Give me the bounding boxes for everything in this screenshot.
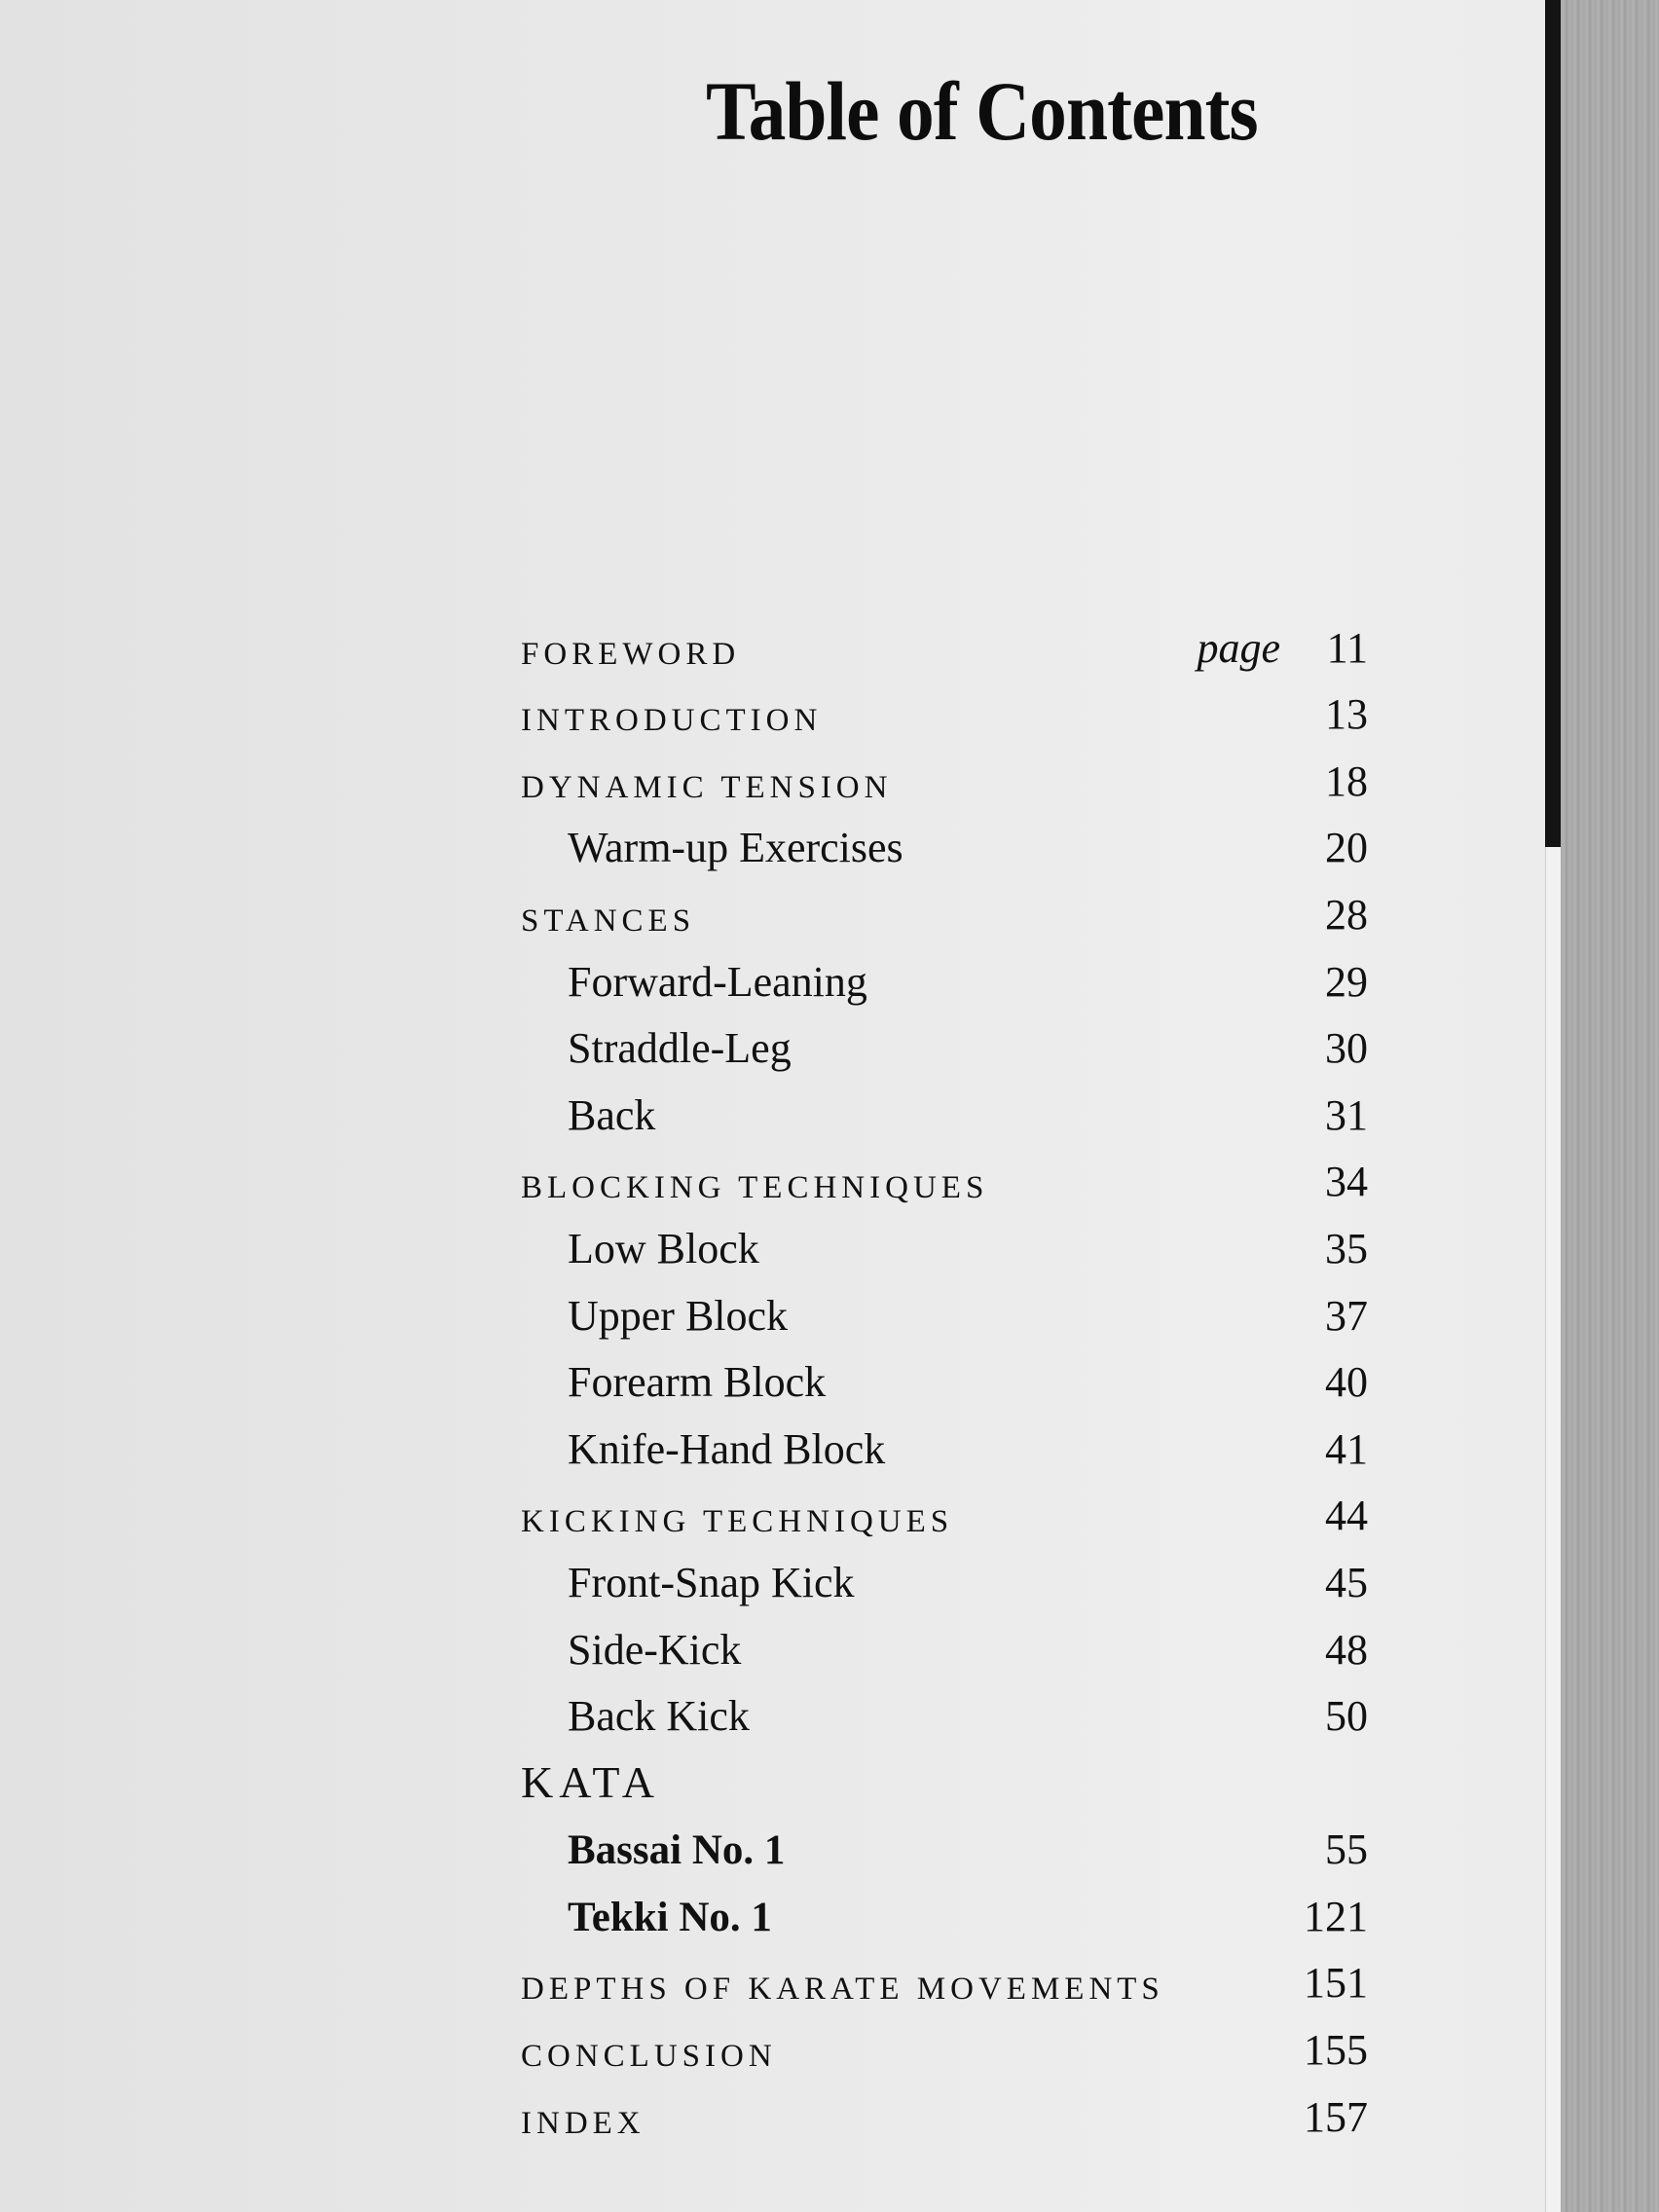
toc-list xyxy=(521,619,1368,2156)
toc-entry-page: 157 xyxy=(1304,2092,1368,2141)
toc-entry-page: 40 xyxy=(1325,1358,1368,1407)
toc-entry-label: KICKING TECHNIQUES xyxy=(521,1504,954,1540)
toc-entry-page: 50 xyxy=(1325,1692,1368,1741)
toc-entry-label: Back Kick xyxy=(568,1692,750,1741)
toc-entry-label: DEPTHS OF KARATE MOVEMENTS xyxy=(521,1972,1164,2008)
toc-entry-foreword xyxy=(521,619,1368,686)
toc-entry-page: 18 xyxy=(1325,756,1368,805)
toc-entry-kata xyxy=(521,1754,1368,1822)
toc-entry-page: 28 xyxy=(1325,890,1368,939)
toc-entry-kicking-techniques xyxy=(521,1488,1368,1555)
book-spine-dark-band xyxy=(1545,0,1561,847)
toc-entry-label: KATA xyxy=(521,1756,660,1807)
page-prefix-label: page xyxy=(1197,623,1280,672)
toc-entry-label: Forward-Leaning xyxy=(568,957,867,1006)
toc-entry-blocking-techniques xyxy=(521,1154,1368,1221)
toc-entry-label: STANCES xyxy=(521,903,696,939)
toc-subentry-low-block xyxy=(521,1220,1368,1287)
toc-subentry-warm-up-exercises xyxy=(521,820,1368,887)
toc-entry-page: 29 xyxy=(1325,957,1368,1006)
toc-subentry-upper-block xyxy=(521,1287,1368,1354)
book-spine-light-band xyxy=(1545,847,1562,2212)
toc-entry-page: 48 xyxy=(1325,1625,1368,1674)
toc-entry-label: Tekki No. 1 xyxy=(568,1894,772,1940)
toc-entry-page: 55 xyxy=(1325,1825,1368,1874)
toc-entry-page: 11 xyxy=(1326,623,1368,672)
toc-entry-dynamic-tension xyxy=(521,753,1368,820)
toc-entry-label: BLOCKING TECHNIQUES xyxy=(521,1170,989,1206)
toc-entry-depths-of-karate-movements xyxy=(521,1955,1368,2022)
toc-entry-label: Warm-up Exercises xyxy=(568,824,903,872)
toc-subentry-forearm-block xyxy=(521,1354,1368,1421)
toc-entry-label: Low Block xyxy=(568,1224,759,1272)
toc-entry-page: 35 xyxy=(1325,1224,1368,1272)
toc-subentry-tekki-no-1 xyxy=(521,1888,1368,1955)
toc-entry-label: Bassai No. 1 xyxy=(568,1827,786,1874)
toc-entry-label: Upper Block xyxy=(568,1291,789,1340)
toc-entry-label: FOREWORD xyxy=(521,636,741,672)
toc-entry-conclusion xyxy=(521,2021,1368,2088)
toc-entry-page: 31 xyxy=(1325,1090,1368,1139)
toc-entry-page: 34 xyxy=(1325,1158,1368,1206)
toc-entry-label: Front-Snap Kick xyxy=(568,1558,855,1606)
toc-entry-page: 37 xyxy=(1325,1291,1368,1340)
toc-entry-page: 121 xyxy=(1304,1892,1368,1940)
toc-entry-label: INTRODUCTION xyxy=(521,703,823,739)
toc-entry-label: INDEX xyxy=(521,2105,645,2141)
toc-entry-page: 41 xyxy=(1325,1424,1368,1473)
toc-entry-label: Knife-Hand Block xyxy=(568,1424,886,1473)
toc-subentry-front-snap-kick xyxy=(521,1554,1368,1621)
toc-subentry-knife-hand-block xyxy=(521,1420,1368,1488)
toc-entry-label: Side-Kick xyxy=(568,1625,742,1674)
toc-entry-introduction xyxy=(521,686,1368,754)
toc-entry-page: 151 xyxy=(1304,1959,1368,2008)
toc-entry-label: Forearm Block xyxy=(568,1358,827,1407)
toc-subentry-forward-leaning xyxy=(521,953,1368,1020)
toc-entry-page: 155 xyxy=(1304,2026,1368,2075)
toc-entry-index xyxy=(521,2088,1368,2156)
toc-entry-label: DYNAMIC TENSION xyxy=(521,769,893,805)
toc-entry-label: CONCLUSION xyxy=(521,2039,777,2075)
toc-entry-page: 30 xyxy=(1325,1024,1368,1073)
toc-entry-stances xyxy=(521,886,1368,953)
toc-subentry-bassai-no-1 xyxy=(521,1822,1368,1889)
toc-subentry-back xyxy=(521,1087,1368,1154)
toc-entry-label: Back xyxy=(568,1090,656,1139)
toc-entry-page: 45 xyxy=(1325,1558,1368,1606)
toc-subentry-side-kick xyxy=(521,1621,1368,1688)
page-title: Table of Contents xyxy=(706,64,1258,158)
toc-subentry-back-kick xyxy=(521,1688,1368,1755)
toc-entry-label: Straddle-Leg xyxy=(568,1024,792,1073)
toc-entry-page: 13 xyxy=(1325,690,1368,739)
toc-entry-page: 20 xyxy=(1325,824,1368,872)
toc-entry-page: 44 xyxy=(1325,1492,1368,1540)
toc-subentry-straddle-leg xyxy=(521,1020,1368,1088)
background-texture xyxy=(1561,0,1659,2212)
